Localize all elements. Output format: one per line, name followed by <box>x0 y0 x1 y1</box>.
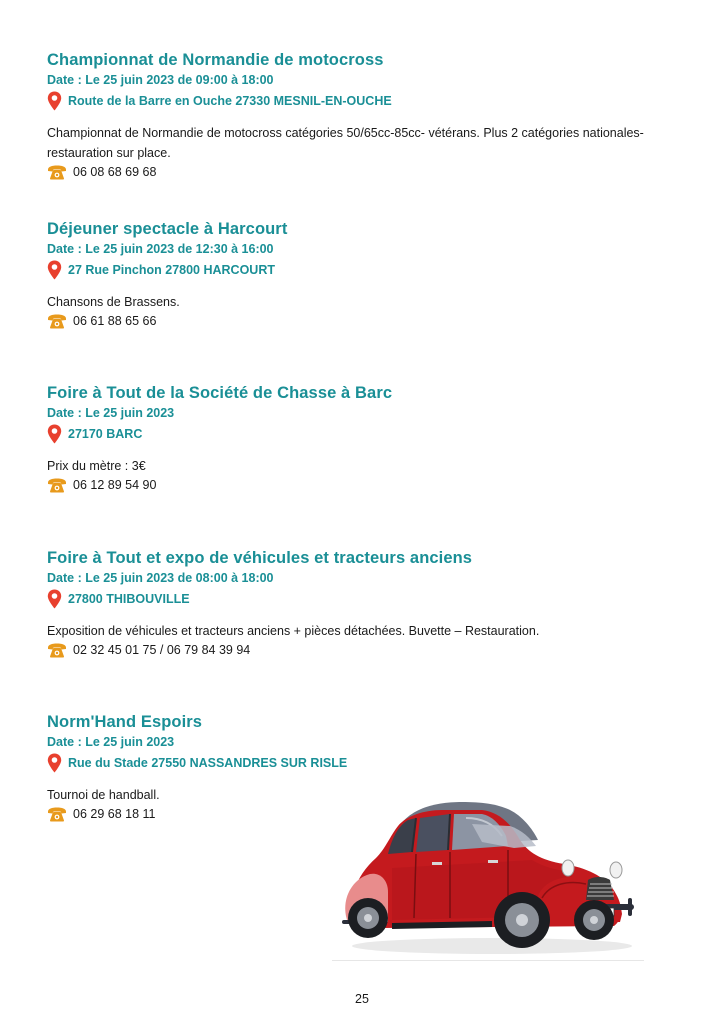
event-phone-number: 02 32 45 01 75 / 06 79 84 39 94 <box>73 643 251 657</box>
event-description: Tournoi de handball. <box>47 788 160 802</box>
event-location <box>47 91 687 111</box>
event-date: Date : Le 25 juin 2023 <box>47 735 175 749</box>
event-phone-number: 06 29 68 18 11 <box>73 807 156 821</box>
event-title: Foire à Tout de la Société de Chasse à Barc <box>47 384 393 402</box>
phone-icon <box>47 643 67 658</box>
phone-icon <box>47 807 67 822</box>
event-address: Rue du Stade 27550 NASSANDRES SUR RISLE <box>68 756 348 770</box>
event-dejeuner-spectacle <box>47 219 687 330</box>
event-foire-thibouville <box>47 548 687 659</box>
event-description: Chansons de Brassens. <box>47 295 180 309</box>
red-car-illustration <box>332 796 644 962</box>
event-date: Date : Le 25 juin 2023 de 08:00 à 18:00 <box>47 571 274 585</box>
event-title: Championnat de Normandie de motocross <box>47 51 384 69</box>
phone-icon <box>47 165 67 180</box>
event-motocross <box>47 50 687 181</box>
event-address: 27170 BARC <box>68 427 143 441</box>
location-pin-icon <box>47 260 62 280</box>
event-location <box>47 260 687 280</box>
event-description: Exposition de véhicules et tracteurs anciens + pièces détachées. Buvette – Restauration. <box>47 624 540 638</box>
event-date: Date : Le 25 juin 2023 <box>47 406 175 420</box>
phone-icon <box>47 478 67 493</box>
event-address: 27 Rue Pinchon 27800 HARCOURT <box>68 263 275 277</box>
location-pin-icon <box>47 424 62 444</box>
event-phone-number: 06 08 68 69 68 <box>73 165 157 179</box>
event-address: Route de la Barre en Ouche 27330 MESNIL-EN-OUCHE <box>68 94 392 108</box>
event-address: 27800 THIBOUVILLE <box>68 592 190 606</box>
event-phone <box>47 476 687 494</box>
divider <box>332 960 644 961</box>
event-description: Championnat de Normandie de motocross catégories 50/65cc-85cc- vétérans. Plus 2 catégories nationales- restauration sur place. <box>47 126 644 160</box>
event-location <box>47 753 687 773</box>
event-title: Déjeuner spectacle à Harcourt <box>47 220 288 238</box>
event-description: Prix du mètre : 3€ <box>47 459 146 473</box>
event-location <box>47 589 687 609</box>
event-foire-chasse-barc <box>47 383 687 494</box>
event-date: Date : Le 25 juin 2023 de 12:30 à 16:00 <box>47 242 274 256</box>
event-phone <box>47 641 687 659</box>
page-number: 25 <box>355 992 369 1006</box>
location-pin-icon <box>47 589 62 609</box>
event-location <box>47 424 687 444</box>
location-pin-icon <box>47 753 62 773</box>
location-pin-icon <box>47 91 62 111</box>
event-phone <box>47 312 687 330</box>
phone-icon <box>47 314 67 329</box>
event-title: Foire à Tout et expo de véhicules et tracteurs anciens <box>47 549 473 567</box>
event-phone-number: 06 12 89 54 90 <box>73 478 157 492</box>
event-phone-number: 06 61 88 65 66 <box>73 314 157 328</box>
event-title: Norm'Hand Espoirs <box>47 713 203 731</box>
event-phone <box>47 163 687 181</box>
event-date: Date : Le 25 juin 2023 de 09:00 à 18:00 <box>47 73 274 87</box>
